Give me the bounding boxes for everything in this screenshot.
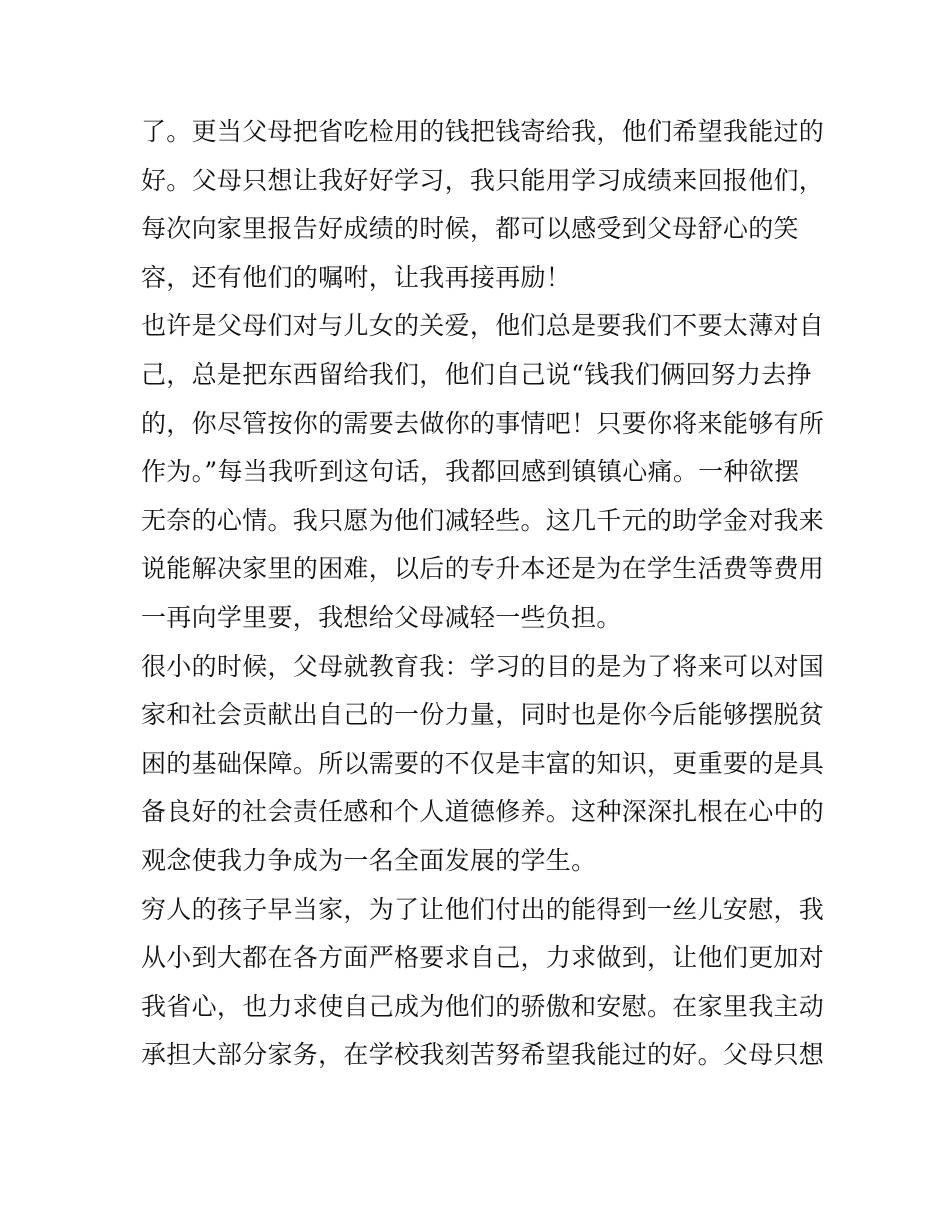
text-line: 一再向学里要，我想给父母减轻一些负担。 [141, 602, 622, 632]
text-line: 作为。”每当我听到这句话，我都回感到镇镇心痛。一种欲摆 [141, 457, 800, 487]
text-line: 的，你尽管按你的需要去做你的事情吧！只要你将来能够有所 [141, 408, 825, 438]
document-body [141, 108, 825, 1080]
text-line: 家和社会贡献出自己的一份力量，同时也是你今后能够摆脱贫 [141, 700, 825, 730]
text-line: 我省心，也力求使自己成为他们的骄傲和安慰。在家里我主动 [141, 991, 825, 1021]
text-line: 很小的时候，父母就教育我：学习的目的是为了将来可以对国 [141, 651, 825, 681]
text-line: 每次向家里报告好成绩的时候，都可以感受到父母舒心的笑 [141, 214, 799, 244]
text-line: 穷人的孩子早当家，为了让他们付出的能得到一丝儿安慰，我 [141, 894, 825, 924]
text-line: 也许是父母们对与儿女的关爱，他们总是要我们不要太薄对自 [141, 311, 825, 341]
text-line: 好。父母只想让我好好学习，我只能用学习成绩来回报他们， [141, 165, 825, 195]
text-line: 承担大部分家务，在学校我刻苦努希望我能过的好。父母只想 [141, 1040, 825, 1070]
text-line: 困的基础保障。所以需要的不仅是丰富的知识，更重要的是具 [141, 748, 825, 778]
text-line: 观念使我力争成为一名全面发展的学生。 [141, 845, 597, 875]
text-line: 从小到大都在各方面严格要求自己，力求做到，让他们更加对 [141, 943, 825, 973]
text-line: 备良好的社会责任感和个人道德修养。这种深深扎根在心中的 [141, 797, 825, 827]
text-line: 了。更当父母把省吃检用的钱把钱寄给我，他们希望我能过的 [141, 117, 825, 146]
text-line: 容，还有他们的嘱咐，让我再接再励！ [141, 262, 572, 292]
text-line: 说能解决家里的困难，以后的专升本还是为在学生活费等费用 [141, 554, 825, 584]
text-line: 无奈的心情。我只愿为他们减轻些。这几千元的助学金对我来 [141, 505, 825, 535]
text-line: 己，总是把东西留给我们，他们自己说“钱我们俩回努力去挣 [141, 359, 812, 389]
